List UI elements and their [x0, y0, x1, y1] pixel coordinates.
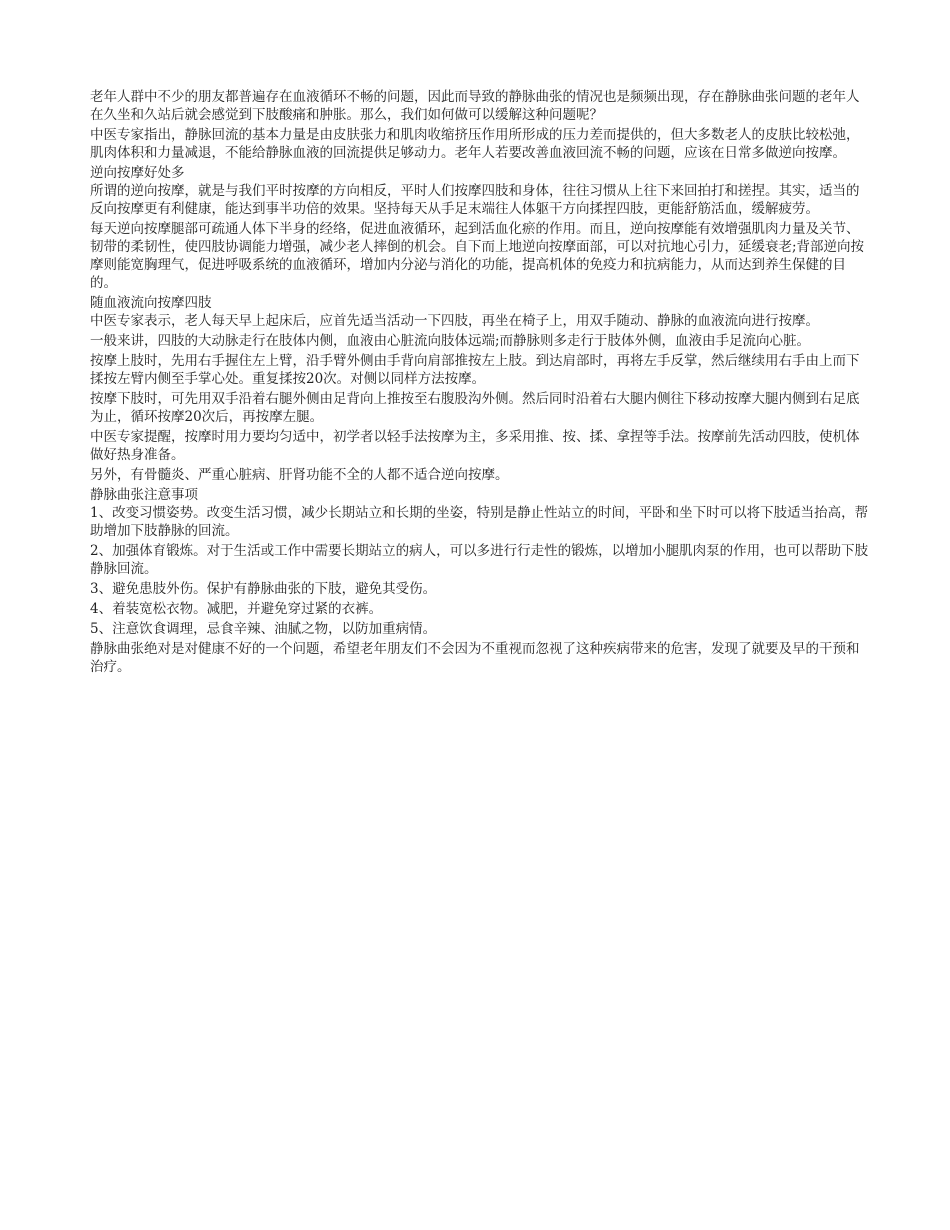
document-body [90, 88, 870, 678]
paragraph-intro: 老年人群中不少的朋友都普遍存在血液循环不畅的问题，因此而导致的静脉曲张的情况也是频频出现，存在静脉曲张问题的老年人在久坐和久站后就会感觉到下肢酸痛和肿胀。那么，我们如何做可以缓解这种问题呢？ [90, 89, 860, 123]
list-item-4: 4、着装宽松衣物。减肥，并避免穿过紧的衣裤。 [90, 601, 383, 617]
paragraph-expert-note: 中医专家指出，静脉回流的基本力量是由皮肤张力和肌肉收缩挤压作用所形成的压力差而提供的，但大多数老人的皮肤比较松弛，肌肉体积和力量减退，不能给静脉血液的回流提供足够动力。老年人若要改善血液回流不畅的问题，应该在日常多做逆向按摩。 [90, 127, 860, 161]
paragraph-lower-limb: 按摩下肢时，可先用双手沿着右腿外侧由足背向上推按至右腹股沟外侧。然后同时沿着右大腿内侧往下移动按摩大腿内侧到右足底为止，循环按摩20次后，再按摩左腿。 [90, 391, 860, 425]
list-item-5: 5、注意饮食调理，忌食辛辣、油腻之物，以防加重病情。 [90, 621, 437, 637]
list-item-1: 1、改变习惯姿势。改变生活习惯，减少长期站立和长期的坐姿，特别是静止性站立的时间，平卧和坐下时可以将下肢适当抬高，帮助增加下肢静脉的回流。 [90, 505, 869, 539]
paragraph-expert-reminder: 中医专家提醒，按摩时用力要均匀适中，初学者以轻手法按摩为主，多采用推、按、揉、拿捏等手法。按摩前先活动四肢，使机体做好热身准备。 [90, 429, 860, 463]
section-heading-benefits: 逆向按摩好处多 [90, 165, 185, 181]
paragraph-morning-routine: 中医专家表示，老人每天早上起床后，应首先适当活动一下四肢，再坐在椅子上，用双手随动、静脉的血液流向进行按摩。 [90, 313, 819, 329]
section-heading-limb-massage: 随血液流向按摩四肢 [90, 295, 212, 311]
section-heading-precautions: 静脉曲张注意事项 [90, 487, 198, 503]
list-item-3: 3、避免患肢外伤。保护有静脉曲张的下肢，避免其受伤。 [90, 581, 437, 597]
paragraph-upper-limb: 按摩上肢时，先用右手握住左上臂，沿手臂外侧由手背向肩部推按左上肢。到达肩部时，再将左手反掌，然后继续用右手由上而下揉按左臂内侧至手掌心处。重复揉按20次。对侧以同样方法按摩。 [90, 353, 860, 387]
paragraph-reverse-massage-effects: 每天逆向按摩腿部可疏通人体下半身的经络，促进血液循环，起到活血化瘀的作用。而且，逆向按摩能有效增强肌肉力量及关节、韧带的柔韧性，使四肢协调能力增强，减少老人摔倒的机会。自下而上地逆向按摩面部，可以对抗地心引力，延缓衰老;背部逆向按摩则能宽胸理气，促进呼吸系统的血液循环，增加内分泌与消化的功能，提高机体的免疫力和抗病能力，从而达到养生保健的目的。 [90, 221, 865, 291]
paragraph-conclusion: 静脉曲张绝对是对健康不好的一个问题，希望老年朋友们不会因为不重视而忽视了这种疾病带来的危害，发现了就要及早的干预和治疗。 [90, 641, 860, 675]
paragraph-reverse-massage-definition: 所谓的逆向按摩，就是与我们平时按摩的方向相反，平时人们按摩四肢和身体，往往习惯从上往下来回拍打和搓捏。其实，适当的反向按摩更有利健康，能达到事半功倍的效果。坚持每天从手足末端往人体躯干方向揉捏四肢，更能舒筋活血，缓解疲劳。 [90, 183, 860, 217]
paragraph-contraindications: 另外，有骨髓炎、严重心脏病、肝肾功能不全的人都不适合逆向按摩。 [90, 467, 509, 483]
paragraph-artery-vein: 一般来讲，四肢的大动脉走行在肢体内侧，血液由心脏流向肢体远端;而静脉则多走行于肢体外侧，血液由手足流向心脏。 [90, 333, 811, 349]
list-item-2: 2、加强体育锻炼。对于生活或工作中需要长期站立的病人，可以多进行行走性的锻炼，以增加小腿肌肉泵的作用，也可以帮助下肢静脉回流。 [90, 543, 869, 577]
